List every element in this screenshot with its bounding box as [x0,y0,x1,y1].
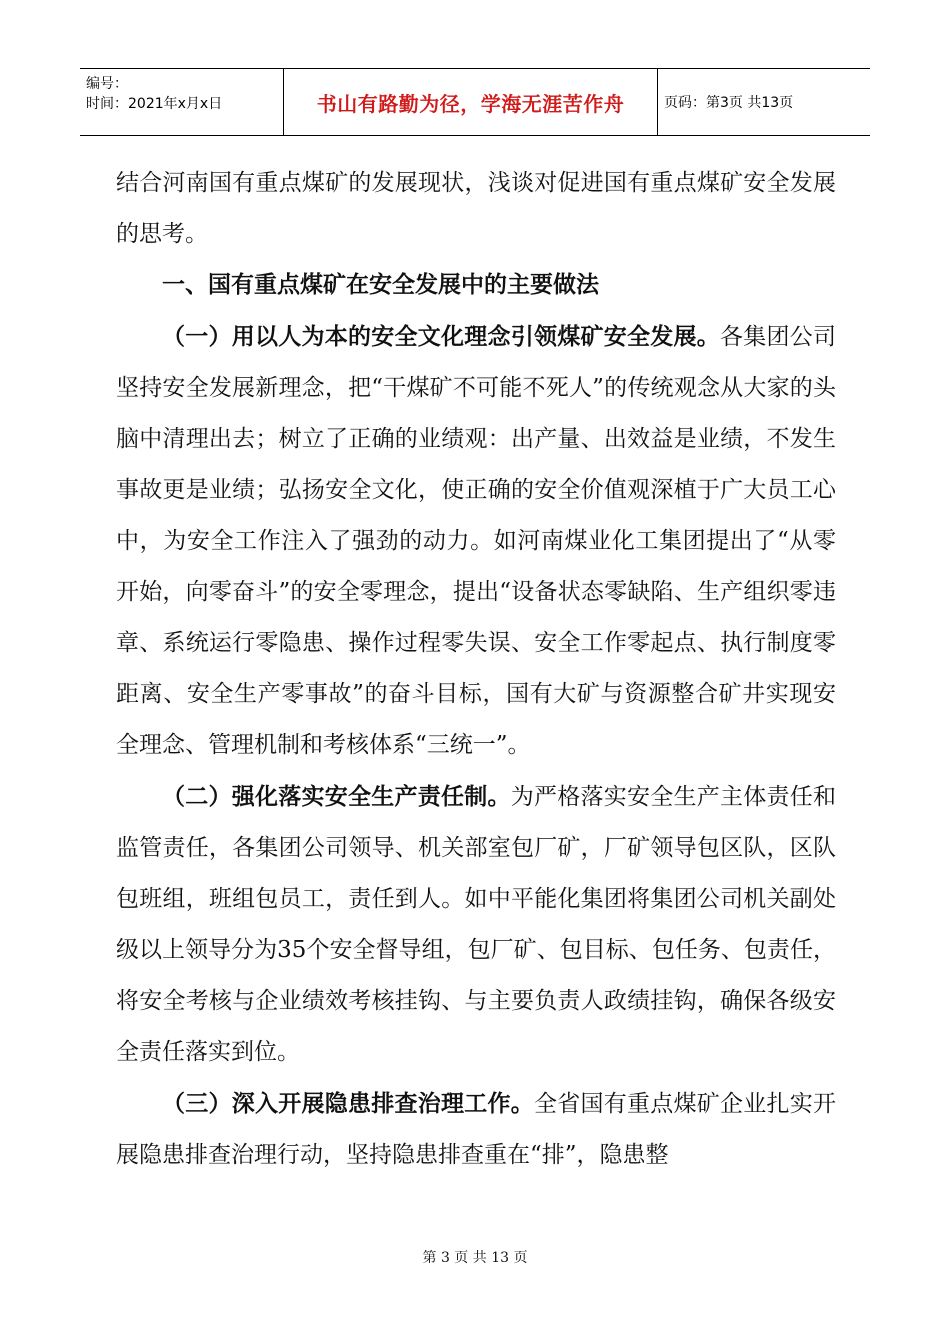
section-3-lead: （三）深入开展隐患排查治理工作。 [162,1090,534,1117]
section-2-lead: （二）强化落实安全生产责任制。 [162,783,511,810]
document-body [116,158,836,1181]
page-footer: 第 3 页 共 13 页 [422,1250,528,1266]
section-3-text: 全省国有重点煤矿企业扎实开展隐患排查治理行动，坚持隐患排查重在“排”，隐患整 [116,1091,836,1168]
section-1-lead: （一）用以人为本的安全文化理念引领煤矿安全发展。 [162,323,720,350]
serial-label: 编号： [86,76,128,92]
header-meta-cell [80,69,284,135]
section-2-text: 为严格落实安全生产主体责任和监管责任，各集团公司领导、机关部室包厂矿，厂矿领导包区队，区队包班组，班组包员工，责任到人。如中平能化集团将集团公司机关副处级以上领导分为35个安全督导组，包厂矿、包目标、包任务、包责任，将安全考核与企业绩效考核挂钩、与主要负责人政绩挂钩，确保各级安全责任落实到位。 [116,784,836,1065]
header-page-info: 页码：第3页 共13页 [664,95,794,111]
paragraph-section-3 [116,1078,836,1181]
section-heading: 一、国有重点煤矿在安全发展中的主要做法 [162,272,599,298]
header-motto: 书山有路勤为径，学海无涯苦作舟 [284,69,658,135]
paragraph-section-2 [116,771,836,1078]
section-1-text: 各集团公司坚持安全发展新理念，把“干煤矿不可能不死人”的传统观念从大家的头脑中清理出去；树立了正确的业绩观：出产量、出效益是业绩，不发生事故更是业绩；弘扬安全文化，使正确的安全价值观深植于广大员工心中，为安全工作注入了强劲的动力。如河南煤业化工集团提出了“从零开始，向零奋斗”的安全零理念，提出“设备状态零缺陷、生产组织零违章、系统运行零隐患、操作过程零失误、安全工作零起点、执行制度零距离、安全生产零事故”的奋斗目标，国有大矿与资源整合矿井实现安全理念、管理机制和考核体系“三统一”。 [116,324,836,758]
header-table [80,68,870,136]
paragraph-intro: 结合河南国有重点煤矿的发展现状，浅谈对促进国有重点煤矿安全发展的思考。 [116,170,836,247]
time-label: 时间：2021年x月x日 [86,96,223,112]
paragraph-section-1 [116,311,836,771]
